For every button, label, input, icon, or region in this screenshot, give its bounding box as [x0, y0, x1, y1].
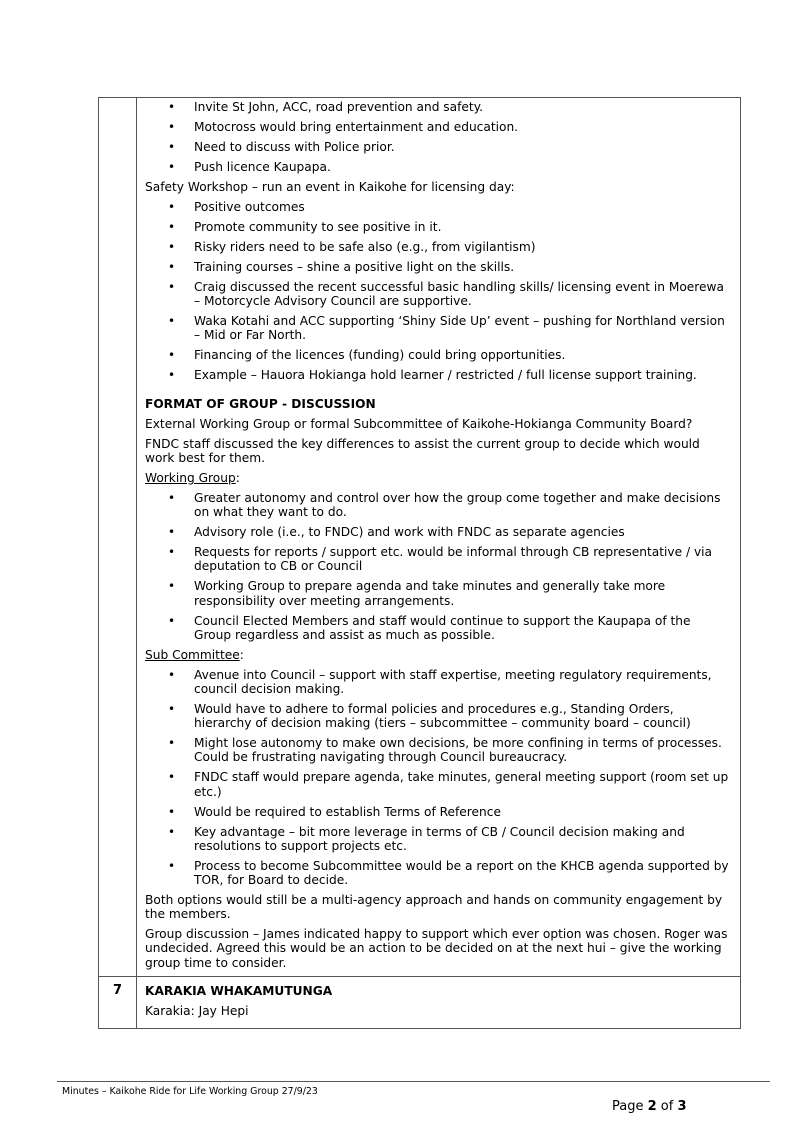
table-row [99, 98, 741, 977]
format-paragraph-3: Both options would still be a multi-agency approach and hands on community engagement by the members. [145, 893, 723, 922]
format-section-heading: FORMAT OF GROUP - DISCUSSION [145, 396, 376, 411]
list-item: • Financing of the licences (funding) could bring opportunities. [145, 348, 731, 362]
table-row [99, 976, 741, 1028]
safety-workshop-bullet-list [145, 200, 731, 383]
list-item: • Training courses – shine a positive light on the skills. [145, 260, 731, 274]
item-number-cell [99, 98, 137, 977]
format-paragraph-2: FNDC staff discussed the key differences to assist the current group to decide which would work best for them. [145, 436, 700, 466]
list-item: • Might lose autonomy to make own decisions, be more confining in terms of processes. Could be frustrating navigating through Council bureaucracy. [145, 736, 731, 764]
list-item: • Positive outcomes [145, 200, 731, 214]
item-content-cell [137, 976, 741, 1028]
list-item: • Key advantage – bit more leverage in terms of CB / Council decision making and resolutions to support projects etc. [145, 825, 731, 853]
list-item: • Motocross would bring entertainment and education. [145, 120, 731, 134]
list-item: • Process to become Subcommittee would be a report on the KHCB agenda supported by TOR, for Board to decide. [145, 859, 731, 887]
page-prefix: Page [612, 1099, 648, 1114]
list-item: • FNDC staff would prepare agenda, take minutes, general meeting support (room set up etc.) [145, 770, 731, 798]
footer-document-title: Minutes – Kaikohe Ride for Life Working Group 27/9/23 [62, 1086, 318, 1097]
page-total: 3 [677, 1099, 687, 1114]
working-group-label: Working Group: [145, 471, 240, 486]
list-item: • Risky riders need to be safe also (e.g., from vigilantism) [145, 240, 731, 254]
item-number-cell: 7 [99, 976, 137, 1028]
list-item: • Requests for reports / support etc. would be informal through CB representative / via deputation to CB or Council [145, 545, 731, 573]
intro-bullet-list [145, 98, 731, 174]
list-item: • Greater autonomy and control over how the group come together and make decisions on what they want to do. [145, 491, 731, 519]
footer-divider [57, 1081, 770, 1082]
list-item: • Craig discussed the recent successful basic handling skills/ licensing event in Moerewa – Motorcycle Advisory Council are supportive. [145, 280, 731, 308]
sub-committee-label-text: Sub Committee [145, 647, 240, 662]
sub-committee-bullet-list [145, 668, 731, 887]
sub-committee-label: Sub Committee: [145, 647, 244, 662]
safety-workshop-intro: Safety Workshop – run an event in Kaikohe for licensing day: [145, 180, 515, 194]
page-mid: of [656, 1099, 678, 1114]
list-item: • Council Elected Members and staff would continue to support the Kaupapa of the Group regardless and assist as much as possible. [145, 614, 731, 642]
list-item: • Need to discuss with Police prior. [145, 140, 731, 154]
list-item: • Working Group to prepare agenda and take minutes and generally take more responsibility over meeting arrangements. [145, 579, 731, 607]
working-group-bullet-list [145, 491, 731, 642]
list-item: • Waka Kotahi and ACC supporting ‘Shiny Side Up’ event – pushing for Northland version – Mid or Far North. [145, 314, 731, 342]
page-current: 2 [647, 1099, 657, 1114]
item-content-cell [137, 98, 741, 977]
list-item: • Push licence Kaupapa. [145, 160, 731, 174]
list-item: • Example – Hauora Hokianga hold learner / restricted / full license support training. [145, 368, 731, 382]
item7-heading: KARAKIA WHAKAMUTUNGA [145, 983, 333, 998]
format-paragraph-1: External Working Group or formal Subcommittee of Kaikohe-Hokianga Community Board? [145, 416, 693, 431]
working-group-label-text: Working Group [145, 471, 236, 486]
list-item: • Invite St John, ACC, road prevention and safety. [145, 100, 731, 114]
list-item: • Would be required to establish Terms of Reference [145, 805, 731, 819]
list-item: • Promote community to see positive in it. [145, 220, 731, 234]
list-item: • Advisory role (i.e., to FNDC) and work with FNDC as separate agencies [145, 525, 731, 539]
list-item: • Avenue into Council – support with staff expertise, meeting regulatory requirements, council decision making. [145, 668, 731, 696]
minutes-table [98, 97, 741, 1029]
format-paragraph-4: Group discussion – James indicated happy to support which ever option was chosen. Roger was undecided. Agreed this would be an action to be decided on at the next hui – give the working group time to consider. [145, 927, 728, 970]
item7-text: Karakia: Jay Hepi [145, 1003, 249, 1018]
list-item: • Would have to adhere to formal policies and procedures e.g., Standing Orders, hierarchy of decision making (tiers – subcommittee – community board – council) [145, 702, 731, 730]
footer-page-number [612, 1099, 687, 1114]
